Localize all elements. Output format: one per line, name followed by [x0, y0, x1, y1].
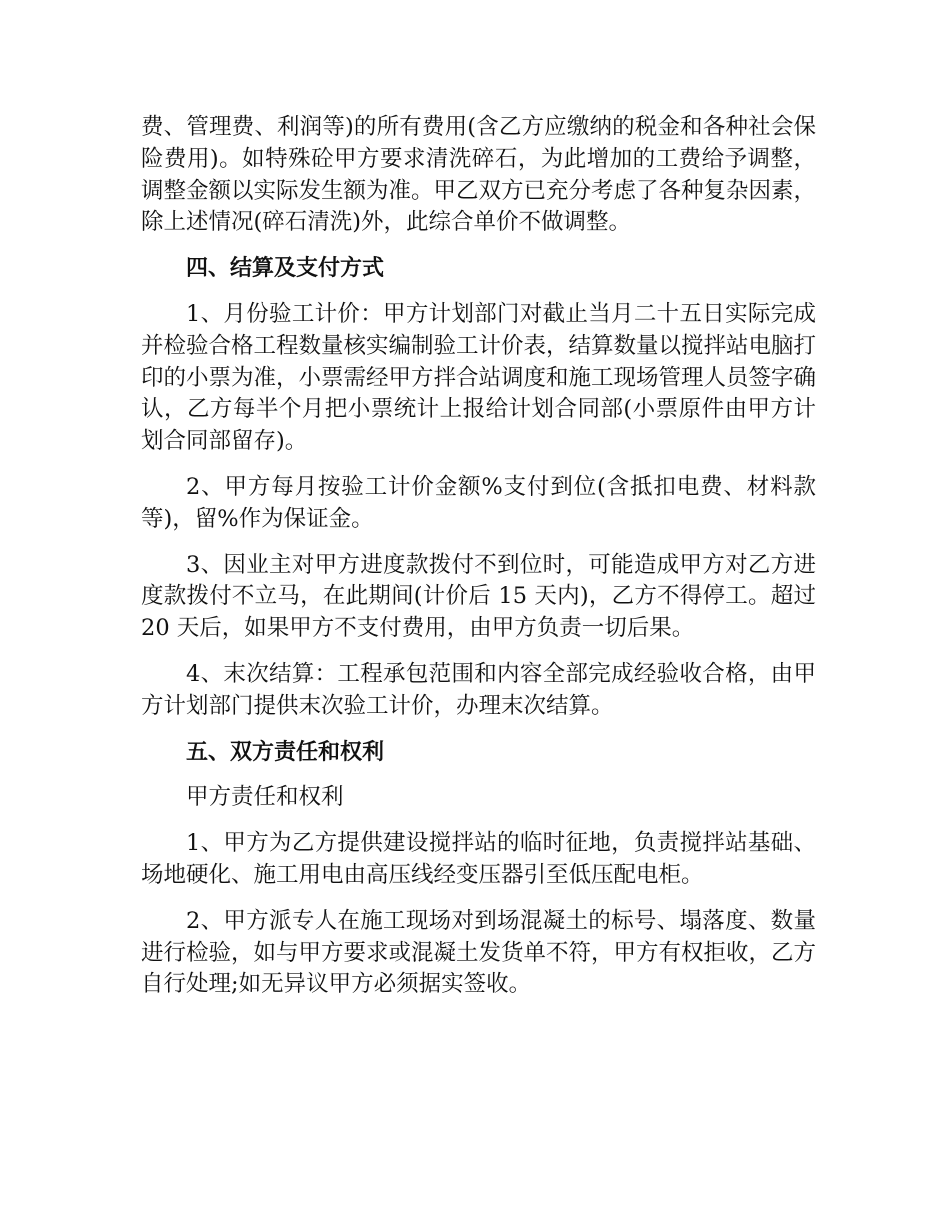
paragraph-monthly-payment: 2、甲方每月按验工计价金额%支付到位(含抵扣电费、材料款等)，留%作为保证金。 [141, 473, 816, 532]
subheading-party-a: 甲方责任和权利 [186, 784, 344, 811]
paragraph-intro: 费、管理费、利润等)的所有费用(含乙方应缴纳的税金和各种社会保险费用)。如特殊砼甲方要求清洗碎石，为此增加的工费给予调整，调整金额以实际发生额为准。甲乙双方已充分考虑了各种复杂因素，除上述情况(碎石清洗)外，此综合单价不做调整。 [141, 114, 817, 236]
paragraph-final-settlement: 4、末次结算：工程承包范围和内容全部完成经验收合格，由甲方计划部门提供末次验工计价，办理末次结算。 [141, 660, 816, 719]
paragraph-payment-delay: 3、因业主对甲方进度款拨付不到位时，可能造成甲方对乙方进度款拨付不立马，在此期间(计价后 15 天内)，乙方不得停工。超过 20 天后，如果甲方不支付费用，由甲方负责一切后果。 [141, 551, 816, 642]
paragraph-concrete-inspection: 2、甲方派专人在施工现场对到场混凝土的标号、塌落度、数量进行检验，如与甲方要求或混凝土发货单不符，甲方有权拒收，乙方自行处理;如无异议甲方必须据实签收。 [141, 907, 817, 998]
paragraph-land-provision: 1、甲方为乙方提供建设搅拌站的临时征地，负责搅拌站基础、场地硬化、施工用电由高压线经变压器引至低压配电柜。 [141, 830, 816, 888]
paragraph-monthly-valuation: 1、月份验工计价：甲方计划部门对截止当月二十五日实际完成并检验合格工程数量核实编制验工计价表，结算数量以搅拌站电脑打印的小票为准，小票需经甲方拌合站调度和施工现场管理人员签字确认，乙方每半个月把小票统计上报给计划合同部(小票原件由甲方计划合同部留存)。 [141, 300, 817, 455]
section-heading-settlement: 四、结算及支付方式 [186, 256, 385, 282]
document-body [141, 112, 816, 1015]
section-heading-responsibilities: 五、双方责任和权利 [186, 739, 385, 765]
